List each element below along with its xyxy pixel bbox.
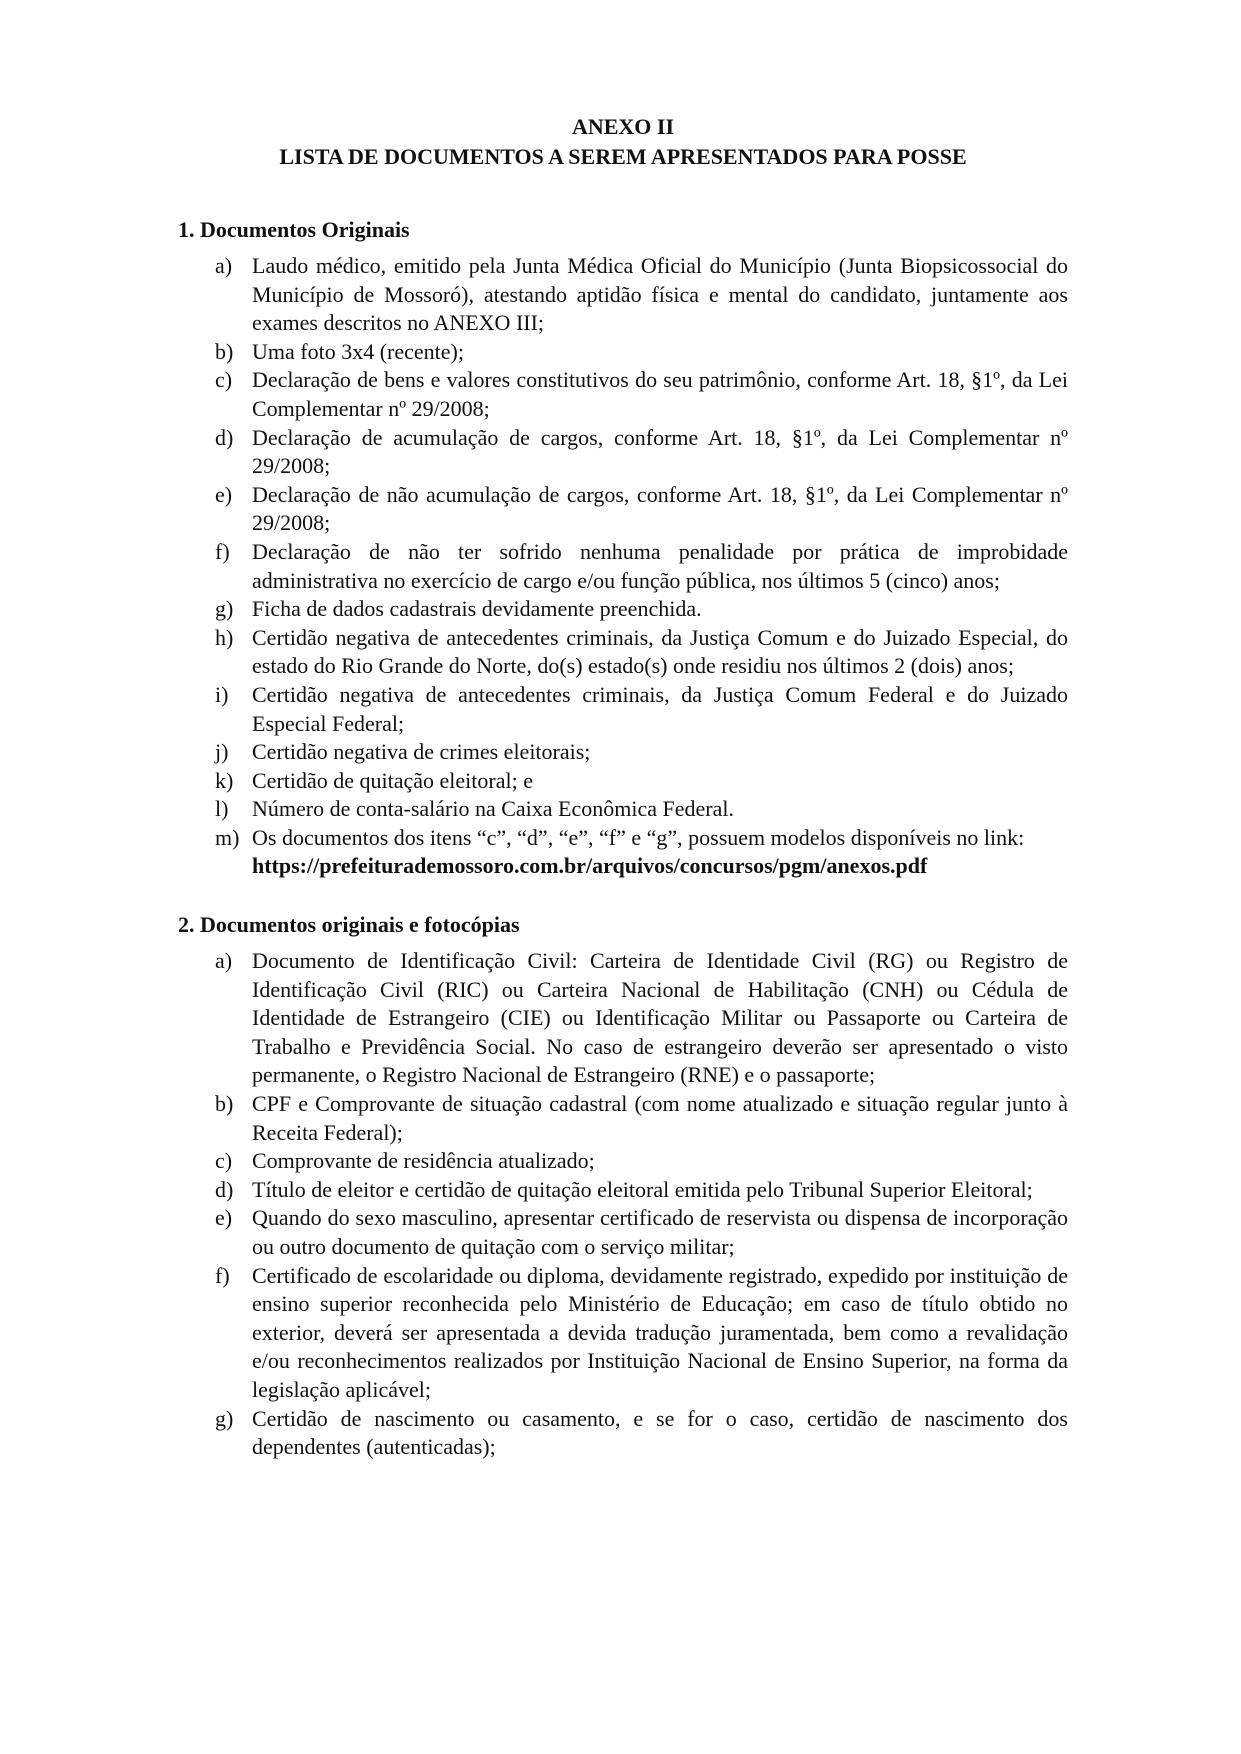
list-marker: a) [215,948,233,974]
list-item [178,824,1068,881]
list-item-text: CPF e Comprovante de situação cadastral (com nome atualizado e situação regular junto à Receita Federal); [252,1091,1068,1145]
list-item-text: Certidão negativa de antecedentes criminais, da Justiça Comum Federal e do Juizado Especial Federal; [252,681,1068,736]
list-marker: f) [215,538,230,564]
list-item [178,1204,1068,1261]
list-item [178,1405,1068,1462]
list-item-text: Quando do sexo masculino, apresentar certificado de reservista ou dispensa de incorporação ou outro documento de quitação com o serviço militar; [252,1205,1068,1259]
list-item-text: Uma foto 3x4 (recente); [252,338,464,364]
list-marker: g) [215,1405,234,1431]
list-item [178,1176,1068,1205]
list-marker: e) [215,1205,233,1231]
list-item [178,1090,1068,1147]
section-heading-originais-fotocopias: 2. Documentos originais e fotocópias [178,912,520,938]
list-marker: j) [215,739,229,765]
list-item-text: Laudo médico, emitido pela Junta Médica Oficial do Município (Junta Biopsicossocial do Município de Mossoró), atestando aptidão física e mental do candidato, juntamente aos exames descritos no ANEXO III; [252,253,1068,336]
list-item-text: Ficha de dados cadastrais devidamente preenchida. [252,596,702,622]
annex-label: ANEXO II [571,114,675,139]
list-item-text: Certidão de nascimento ou casamento, e se for o caso, certidão de nascimento dos dependentes (autenticadas); [252,1405,1068,1460]
list-marker: f) [215,1262,230,1288]
list-item [178,366,1068,423]
list-item-text: Declaração de não ter sofrido nenhuma penalidade por prática de improbidade administrativa no exercício de cargo e/ou função pública, nos últimos 5 (cinco) anos; [252,538,1068,593]
list-marker: d) [215,424,234,450]
list-item [178,1262,1068,1405]
list-item [178,767,1068,796]
section-heading-originais: 1. Documentos Originais [178,217,410,242]
list-marker: a) [215,253,233,278]
list-item-text: Declaração de bens e valores constitutivos do seu patrimônio, conforme Art. 18, §1º, da Lei Complementar nº 29/2008; [252,367,1068,421]
list-marker: h) [215,624,234,650]
list-marker: c) [215,367,233,393]
templates-link[interactable]: https://prefeiturademossoro.com.br/arquivos/concursos/pgm/anexos.pdf [252,853,928,879]
list-marker: b) [215,1091,234,1117]
list-marker: l) [215,796,229,822]
list-item-text: Certificado de escolaridade ou diploma, devidamente registrado, expedido por instituição de ensino superior reconhecida pelo Ministério de Educação; em caso de título obtido no exterior, deverá ser apresentada a devida tradução juramentada, bem como a revalidação e/ou reconhecimentos realizados por Instituição Nacional de Ensino Superior, na forma da legislação aplicável; [252,1262,1068,1402]
document-page [178,112,1068,1462]
list-item [178,1147,1068,1176]
list-marker: i) [215,681,229,707]
list-item-text: Certidão negativa de crimes eleitorais; [252,739,591,765]
list-marker: b) [215,338,234,364]
list-item [178,947,1068,1090]
list-item-text: Comprovante de residência atualizado; [252,1148,595,1174]
title-block [178,112,1068,172]
list-item [178,595,1068,624]
list-item [178,738,1068,767]
list-item-text: Certidão negativa de antecedentes criminais, da Justiça Comum e do Juizado Especial, do estado do Rio Grande do Norte, do(s) estado(s) onde residiu nos últimos 2 (dois) anos; [252,624,1068,679]
list-item [178,338,1068,367]
list-marker: c) [215,1148,233,1174]
list-item [178,481,1068,538]
list-item-text: Certidão de quitação eleitoral; e [252,767,533,793]
list-marker: k) [215,767,234,793]
list-item-text: Declaração de acumulação de cargos, conforme Art. 18, §1º, da Lei Complementar nº 29/2008; [252,424,1068,479]
list-marker: m) [215,824,240,850]
list-item-text: Título de eleitor e certidão de quitação eleitoral emitida pelo Tribunal Superior Eleitoral; [252,1176,1033,1202]
list-item-text: Os documentos dos itens “c”, “d”, “e”, “f” e “g”, possuem modelos disponíveis no link: [252,824,1025,850]
document-title: LISTA DE DOCUMENTOS A SEREM APRESENTADOS PARA POSSE [279,144,967,169]
list-item [178,795,1068,824]
section-2-list [178,947,1068,1462]
section-1-list [178,252,1068,881]
list-item [178,681,1068,738]
list-marker: g) [215,596,234,622]
list-marker: e) [215,481,233,507]
list-item [178,252,1068,338]
list-item-text: Número de conta-salário na Caixa Econômica Federal. [252,796,734,822]
list-marker: d) [215,1176,234,1202]
list-item [178,624,1068,681]
list-item [178,424,1068,481]
list-item [178,538,1068,595]
list-item-text: Documento de Identificação Civil: Carteira de Identidade Civil (RG) ou Registro de Identificação Civil (RIC) ou Carteira Nacional de Habilitação (CNH) ou Cédula de Identidade de Estrangeiro (CIE) ou Identificação Militar ou Passaporte ou Carteira de Trabalho e Previdência Social. No caso de estrangeiro deverão ser apresentado o visto permanente, o Registro Nacional de Estrangeiro (RNE) e o passaporte; [252,948,1068,1088]
list-item-text: Declaração de não acumulação de cargos, conforme Art. 18, §1º, da Lei Complementar nº 29/2008; [252,481,1068,536]
